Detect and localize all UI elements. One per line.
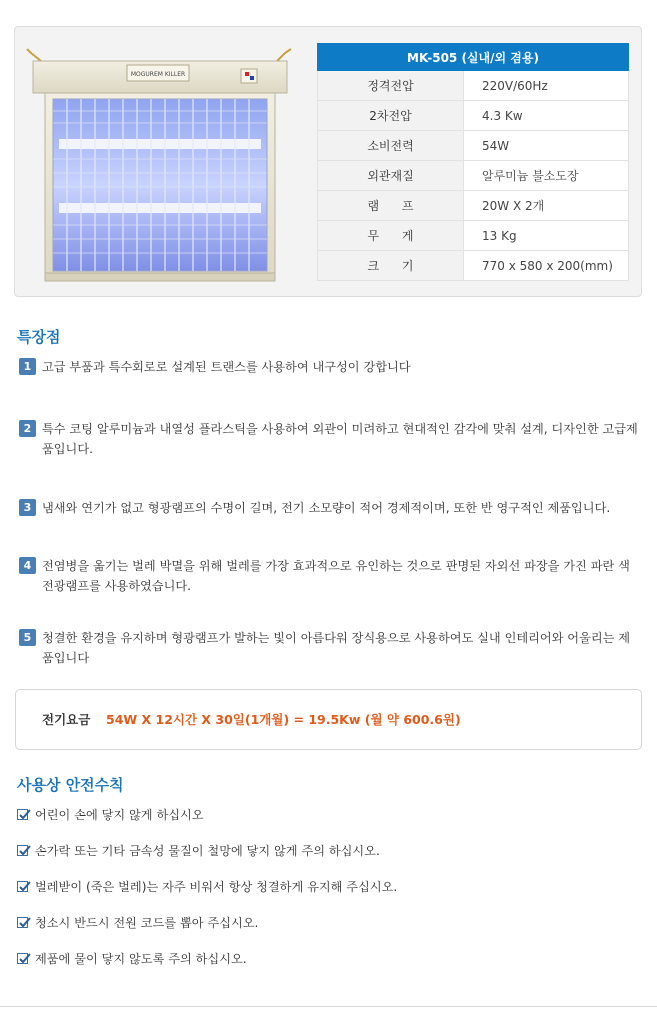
bottom-divider — [0, 1006, 657, 1007]
spec-label: 소비전력 — [318, 131, 464, 161]
spec-label: 램 프 — [318, 191, 464, 221]
safety-text: 벌레받이 (죽은 벌레)는 자주 비워서 항상 청결하게 유지해 주십시오. — [35, 880, 398, 894]
spec-label: 무 게 — [318, 221, 464, 251]
safety-title: 사용상 안전수칙 — [17, 776, 124, 794]
spec-value: 770 x 580 x 200(mm) — [464, 251, 629, 281]
spec-row — [318, 131, 629, 161]
feature-number-badge: 1 — [19, 358, 36, 375]
spec-value: 220V/60Hz — [464, 71, 629, 101]
feature-number-badge: 5 — [19, 629, 36, 646]
electricity-fee-box — [15, 689, 642, 750]
spec-table — [317, 43, 629, 281]
safety-item — [17, 878, 637, 896]
feature-number-badge: 3 — [19, 499, 36, 516]
spec-header-row — [318, 44, 629, 71]
spec-value: 알루미늄 불소도장 — [464, 161, 629, 191]
spec-label: 크 기 — [318, 251, 464, 281]
bug-zapper-image — [23, 47, 295, 287]
feature-item — [19, 499, 639, 519]
checkbox-icon — [17, 845, 28, 856]
checkbox-icon — [17, 809, 28, 820]
spec-value: 13 Kg — [464, 221, 629, 251]
safety-text: 제품에 물이 닿지 않도록 주의 하십시오. — [35, 952, 247, 966]
safety-text: 어린이 손에 닿지 않게 하십시오 — [35, 808, 204, 822]
product-panel — [14, 26, 642, 297]
safety-item — [17, 914, 637, 932]
brand-plate: MOGUREM KILLER — [130, 71, 186, 78]
feature-item — [19, 629, 639, 669]
feature-text: 전염병을 옮기는 벌레 박멸을 위해 벌레를 가장 효과적으로 유인하는 것으로 판명된 자외선 파장을 가진 파란 색 전광램프를 사용하였습니다. — [42, 559, 630, 593]
spec-value: 54W — [464, 131, 629, 161]
feature-number-badge: 4 — [19, 557, 36, 574]
feature-text: 고급 부품과 특수회로로 설계된 트랜스를 사용하여 내구성이 강합니다 — [42, 360, 411, 374]
spec-label: 외관재질 — [318, 161, 464, 191]
feature-text: 냄새와 연기가 없고 형광램프의 수명이 길며, 전기 소모량이 적어 경제적이며, 또한 반 영구적인 제품입니다. — [42, 501, 611, 515]
fee-label: 전기요금 — [42, 712, 91, 727]
spec-row — [318, 191, 629, 221]
feature-item — [19, 557, 639, 597]
feature-text: 청결한 환경을 유지하며 형광램프가 발하는 빛이 아름다워 장식용으로 사용하여도 실내 인테리어와 어울리는 제품입니다 — [42, 631, 631, 665]
safety-item — [17, 806, 637, 824]
feature-item — [19, 420, 639, 460]
spec-row — [318, 101, 629, 131]
features-title: 특장점 — [17, 328, 61, 346]
feature-text: 특수 코팅 알루미늄과 내열성 플라스틱을 사용하여 외관이 미려하고 현대적인 감각에 맞춰 설계, 디자인한 고급제품입니다. — [42, 422, 638, 456]
spec-value: 4.3 Kw — [464, 101, 629, 131]
checkbox-icon — [17, 881, 28, 892]
feature-item — [19, 358, 639, 378]
safety-text: 손가락 또는 기타 금속성 물질이 철망에 닿지 않게 주의 하십시오. — [35, 844, 380, 858]
checkbox-icon — [17, 917, 28, 928]
spec-row — [318, 251, 629, 281]
safety-item — [17, 950, 637, 968]
spec-label: 정격전압 — [318, 71, 464, 101]
spec-row — [318, 221, 629, 251]
safety-text: 청소시 반드시 전원 코드를 뽑아 주십시오. — [35, 916, 259, 930]
checkbox-icon — [17, 953, 28, 964]
safety-item — [17, 842, 637, 860]
spec-label: 2차전압 — [318, 101, 464, 131]
fee-value: 54W X 12시간 X 30일(1개월) = 19.5Kw (월 약 600.6원) — [106, 712, 461, 727]
spec-row — [318, 71, 629, 101]
spec-value: 20W X 2개 — [464, 191, 629, 221]
feature-number-badge: 2 — [19, 420, 36, 437]
model-name: MK-505 (실내/외 겸용) — [318, 44, 629, 71]
spec-row — [318, 161, 629, 191]
